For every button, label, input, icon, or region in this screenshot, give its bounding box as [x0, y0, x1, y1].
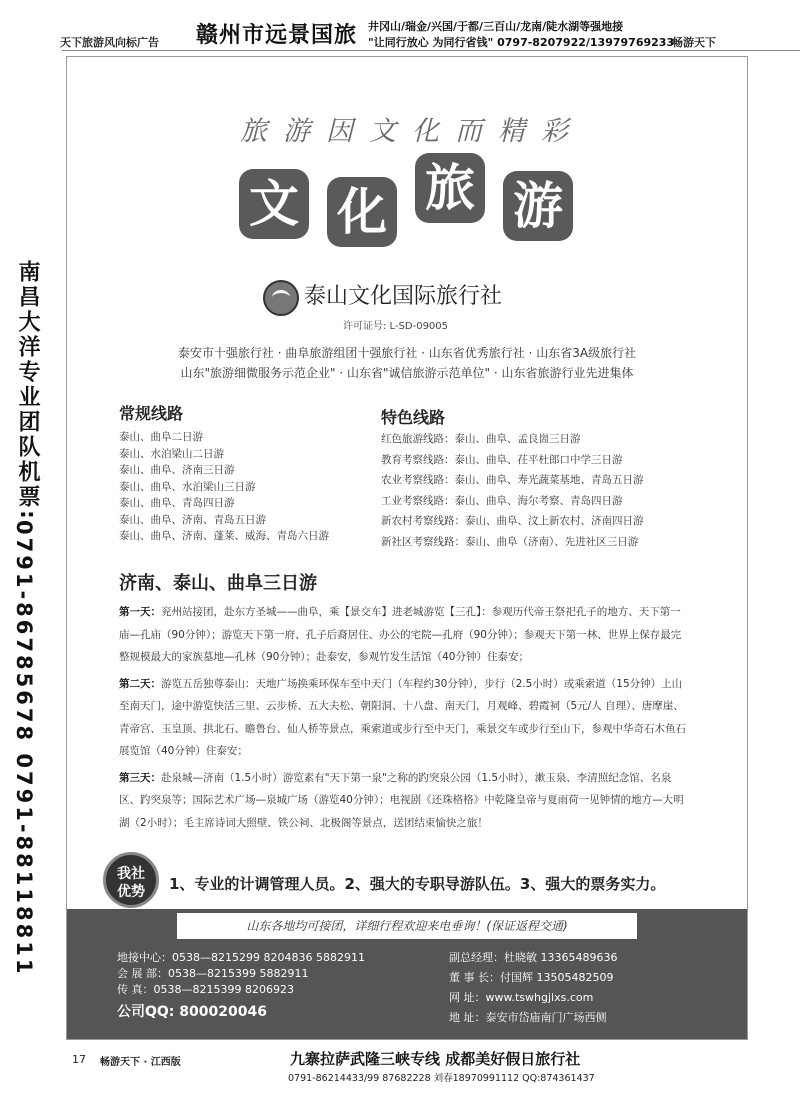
agency-logo-icon — [263, 280, 299, 316]
contact-value: 0538—8215399 8206923 — [153, 983, 294, 996]
license-number: 许可证号: L-SD-09005 — [343, 321, 449, 332]
regular-routes-title: 常规线路 — [119, 404, 184, 423]
list-item: 教育考察线路：泰山、曲阜、茌平杜郎口中学三日游 — [381, 453, 623, 466]
top-banner — [0, 0, 800, 51]
special-routes-title: 特色线路 — [381, 408, 446, 427]
tile-char-3: 旅 — [415, 153, 485, 223]
banner-title: 赣州市远景国旅 — [196, 23, 358, 48]
contact-label: 会 展 部： — [117, 967, 168, 980]
culture-travel-tiles — [239, 153, 599, 263]
honors — [87, 343, 727, 383]
footer-ad-contact: 0791-86214433/99 87682228 刘春18970991112 QQ:874361437 — [288, 1073, 595, 1084]
contact-label: 传 真： — [117, 983, 154, 996]
agency-name: 泰山文化国际旅行社 — [304, 284, 503, 309]
contact-label: 地接中心： — [117, 951, 172, 964]
tile-char-1: 文 — [239, 169, 309, 239]
advantages-badge — [103, 852, 159, 908]
itinerary-day-1 — [119, 601, 687, 669]
banner-slogan-line1: 井冈山/瑞金/兴国/于都/三百山/龙南/陡水湖等强地接 — [368, 20, 624, 33]
list-item: 泰山、曲阜、青岛四日游 — [119, 497, 235, 509]
day-label: 第二天： — [119, 677, 161, 690]
contact-value: 杜晓敏 13365489636 — [504, 951, 618, 964]
list-item: 泰山、水泊梁山二日游 — [119, 447, 224, 460]
list-item: 泰山、曲阜、济南、青岛五日游 — [119, 513, 266, 526]
footer-brand: 畅游天下 · 江西版 — [100, 1057, 181, 1068]
website-link[interactable]: www.tswhgjlxs.com — [485, 991, 594, 1004]
day-text: 兖州站接团，赴东方圣城——曲阜，乘【景交车】进老城游览【三孔】：参观历代帝王祭祀孔子的地方、天下第一庙—孔庙（90分钟）；游览天下第一府、孔子后裔居住、办公的宅院—孔府（90分钟）；参观天下第一林、世界上保存最完整规模最大的家族墓地—孔林（90分钟）；赴泰安，参观竹发生活馆（40分钟）住泰安； — [119, 606, 682, 663]
page-number: 17 — [72, 1053, 86, 1066]
contact-label: 董 事 长： — [449, 971, 500, 984]
regular-routes-list — [119, 429, 329, 545]
day-label: 第一天： — [119, 606, 161, 618]
chairman-line — [449, 969, 613, 985]
exhibition-line — [117, 965, 308, 981]
tile-char-2: 化 — [327, 177, 397, 247]
list-item: 泰山、曲阜、济南三日游 — [119, 464, 235, 476]
fax-line — [117, 981, 294, 997]
contact-label: 副总经理： — [449, 951, 504, 964]
banner-left-tag: 天下旅游风向标广告 — [60, 36, 159, 49]
honors-line-1: 泰安市十强旅行社 · 曲阜旅游组团十强旅行社 · 山东省优秀旅行社 · 山东省3A级旅行社 — [177, 346, 637, 360]
list-item: 农业考察线路：泰山、曲阜、寿光蔬菜基地、青岛五日游 — [381, 474, 644, 486]
main-ad-panel — [66, 56, 748, 1040]
contact-label: 地 址： — [449, 1011, 486, 1024]
tile-char-4: 游 — [503, 171, 573, 241]
footer-ad-title: 九寨拉萨武隆三峡专线 成都美好假日旅行社 — [290, 1050, 581, 1068]
list-item: 泰山、曲阜二日游 — [119, 431, 203, 443]
itinerary-body — [119, 601, 687, 838]
contact-label: 网 址： — [449, 991, 486, 1004]
headline: 旅游因文化而精彩 — [240, 116, 584, 147]
contact-headline: 山东各地均可接团，详细行程欢迎来电垂询！(保证返程交通) — [177, 913, 637, 939]
list-item: 新农村考察线路：泰山、曲阜、汶上新农村、济南四日游 — [381, 515, 644, 527]
contact-value: 0538—8215299 8204836 5882911 — [172, 951, 365, 964]
advantages-text: 1、专业的计调管理人员。2、强大的专职导游队伍。3、强大的票务实力。 — [169, 875, 666, 893]
ground-service-line — [117, 949, 365, 965]
list-item: 新社区考察线路：泰山、曲阜（济南）、先进社区三日游 — [381, 535, 639, 548]
badge-line-1: 我社 — [117, 866, 145, 882]
contact-box — [67, 909, 747, 1039]
day-text: 赴泉城—济南（1.5小时）游览素有"天下第一泉"之称的趵突泉公园（1.5小时），漱玉泉、李清照纪念馆、名泉区、趵突泉等；国际艺术广场—泉城广场（游览40分钟）；电视剧《还珠格格》中乾隆皇帝与夏雨荷一见钟情的地方—大明湖（2小时）；毛主席诗词大照壁、铁公祠、北极阁等景点，送团结束愉快之旅！ — [119, 771, 684, 829]
itinerary-day-3 — [119, 767, 687, 835]
qq-value: 800020046 — [179, 1004, 267, 1020]
side-ad — [0, 50, 62, 1035]
itinerary-title: 济南、泰山、曲阜三日游 — [119, 573, 317, 594]
day-text: 游览五岳独尊泰山：天地广场换乘环保车至中天门（车程约30分钟），步行（2.5小时）或乘索道（15分钟）上山至南天门，途中游览快活三里、云步桥、五大夫松、朝阳洞、十八盘、南天门，月观峰、碧霞祠（5元/人 自理）、唐摩崖、青帝宫、玉皇顶、拱北石、瞻鲁台、仙人桥等景点，乘索道或步行至中天门，乘景交车或步行至山下，参观中华奇石木鱼石展览馆（40分钟）住泰安； — [119, 677, 686, 757]
contact-value: 0538—8215399 5882911 — [168, 967, 309, 980]
special-routes-list — [381, 429, 644, 552]
address-line — [449, 1009, 607, 1025]
website-line — [449, 989, 593, 1005]
side-ad-title: 南昌大洋专业团队机票: — [15, 260, 40, 522]
itinerary-day-2 — [119, 673, 687, 763]
contact-value: 泰安市岱庙南门广场西侧 — [485, 1011, 607, 1024]
list-item: 工业考察线路：泰山、曲阜、海尔考察、青岛四日游 — [381, 494, 623, 507]
deputy-manager-line — [449, 949, 617, 965]
banner-slogan-line2: "让同行放心 为同行省钱" 0797-8207922/13979769233 — [368, 36, 675, 49]
side-ad-phones: 0791-86785678 0791-88118811 — [12, 520, 36, 977]
list-item: 泰山、曲阜、济南、蓬莱、威海、青岛六日游 — [119, 530, 329, 542]
contact-value: 付国辉 13505482509 — [500, 971, 614, 984]
qq-label: 公司QQ: — [117, 1004, 175, 1020]
list-item: 泰山、曲阜、水泊梁山三日游 — [119, 480, 256, 493]
company-qq — [117, 1001, 267, 1021]
honors-line-2: 山东"旅游细微服务示范企业" · 山东省"诚信旅游示范单位" · 山东省旅游行业先进集体 — [180, 366, 634, 380]
day-label: 第三天： — [119, 771, 161, 784]
banner-right-tag: 畅游天下 — [672, 36, 716, 49]
badge-line-2: 优势 — [117, 884, 145, 900]
list-item: 红色旅游线路：泰山、曲阜、孟良崮三日游 — [381, 433, 581, 445]
